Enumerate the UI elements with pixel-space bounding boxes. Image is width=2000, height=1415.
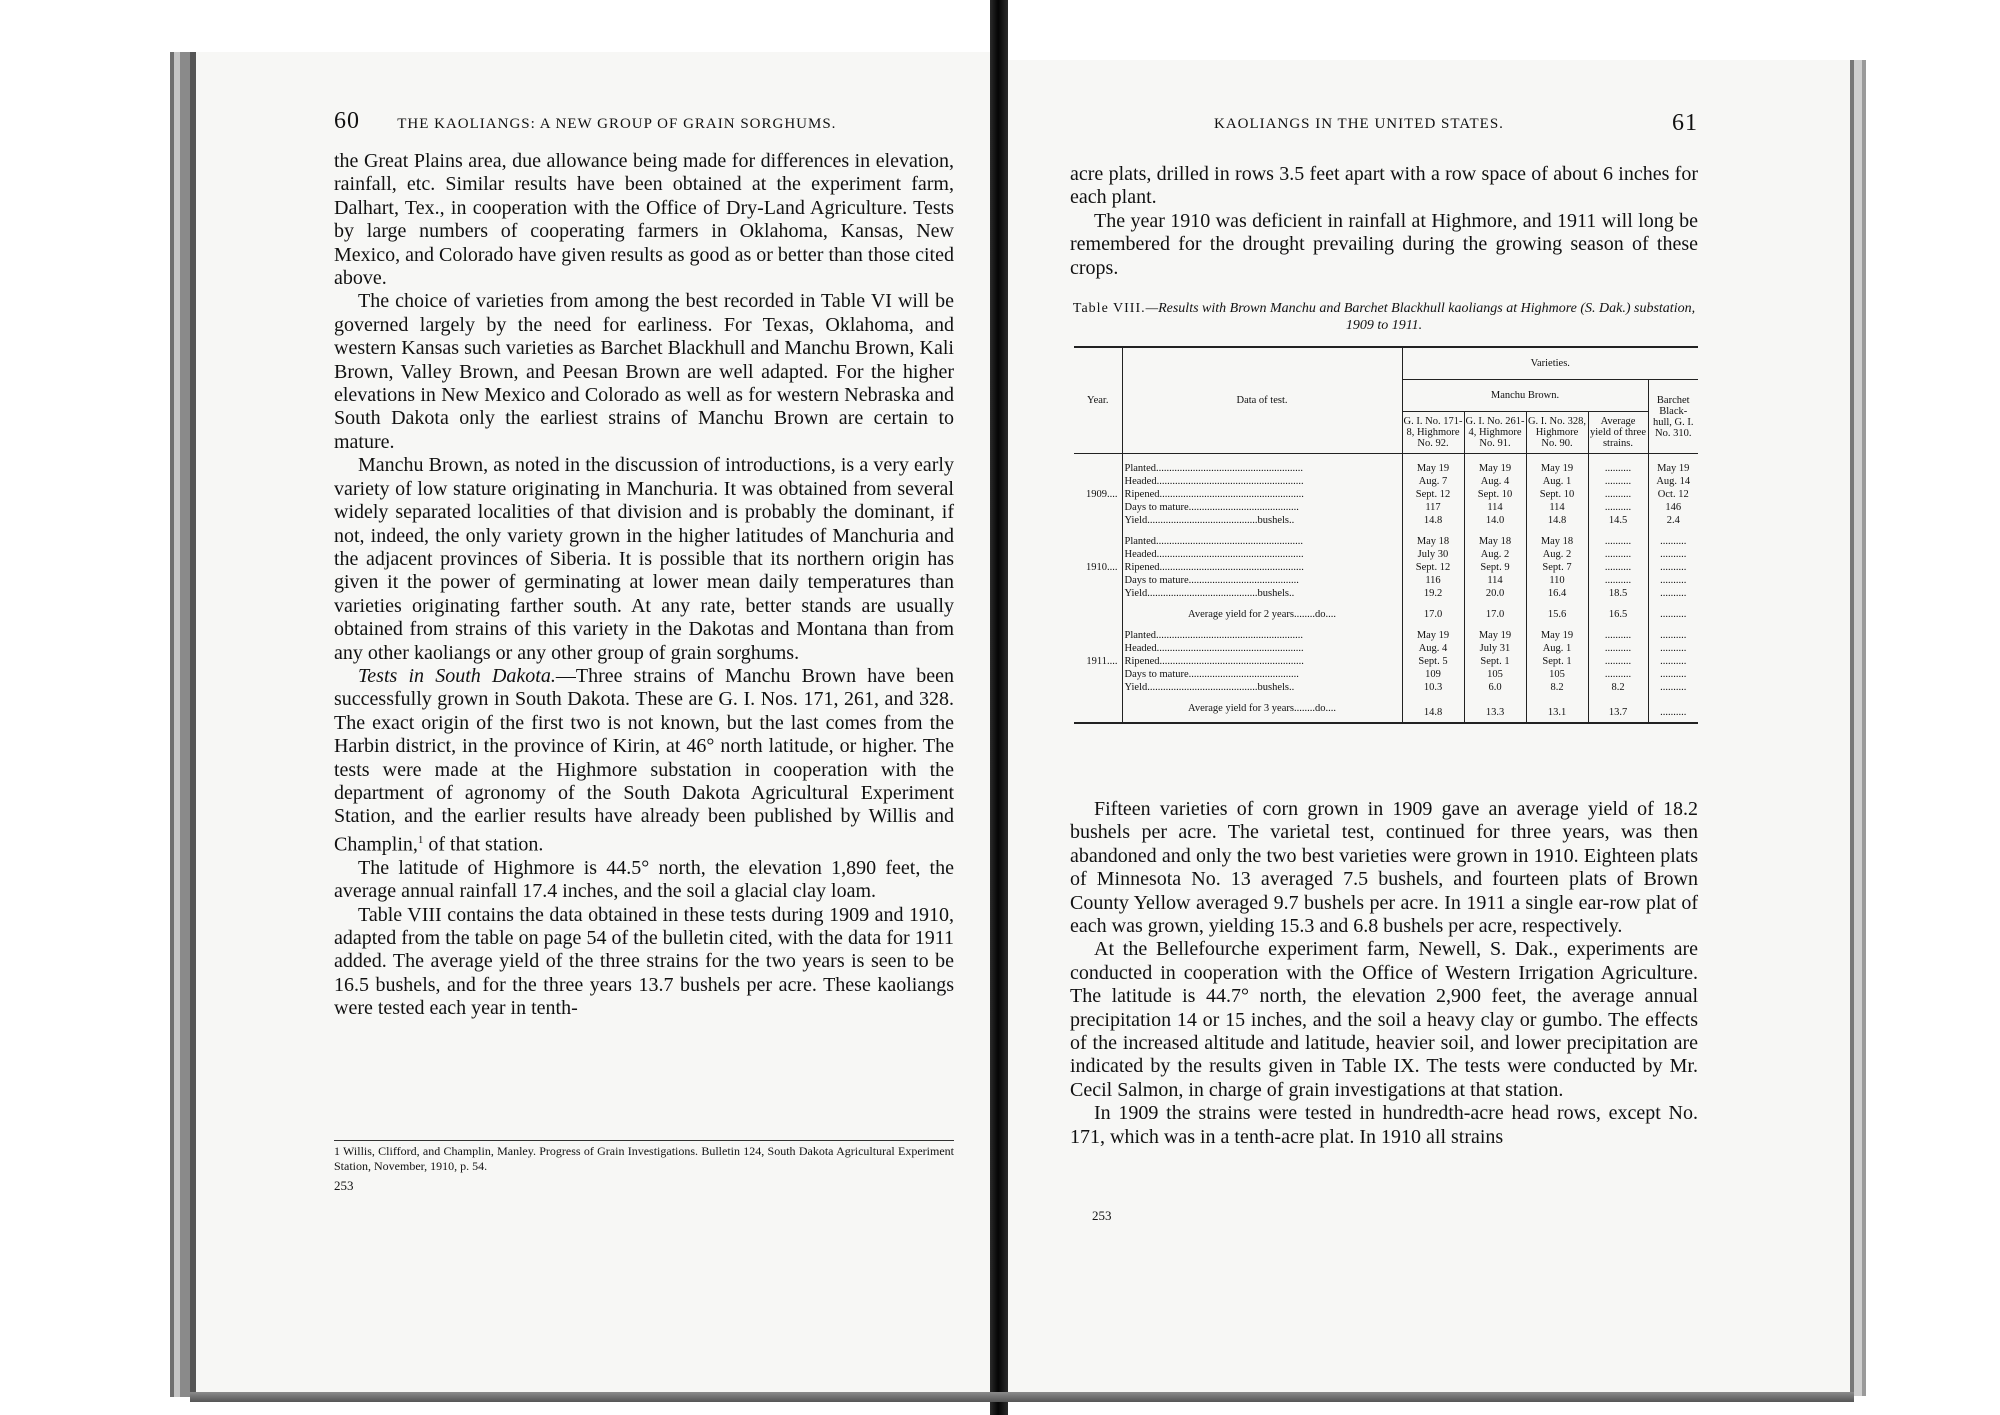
table-row: Yield..........................................bushels.. 10.3 6.0 8.2 8.2 ..........: [1074, 681, 1698, 694]
cell: ..........: [1648, 535, 1698, 548]
cell: May 19: [1526, 629, 1588, 642]
cell: 110: [1526, 574, 1588, 587]
cell: ..........: [1588, 488, 1648, 501]
cell: ..........: [1588, 574, 1648, 587]
cell: Sept. 10: [1526, 488, 1588, 501]
row-label-days: Days to mature: [1124, 669, 1189, 680]
left-footnote: 1 Willis, Clifford, and Champlin, Manley. Progress of Grain Investigations. Bulletin 124, South Dakota Agricultural Experiment Station, November, 1910, p. 54.: [334, 1144, 954, 1173]
cell: 117: [1402, 501, 1464, 514]
cell: ..........: [1588, 655, 1648, 668]
cell: Aug. 7: [1402, 475, 1464, 488]
cell: May 19: [1464, 462, 1526, 475]
right-top-text: [1070, 163, 1698, 280]
cell: ..........: [1588, 535, 1648, 548]
cell: ..........: [1588, 642, 1648, 655]
table-row: 1910.... Planted........................................................ May 18 May 18 May 18 .......... ..........: [1074, 535, 1698, 548]
table-row: Ripened....................................................... Sept. 12 Sept. 9 Sept. 7 .......... ..........: [1074, 561, 1698, 574]
cell: 10.3: [1402, 681, 1464, 694]
table-row: Ripened....................................................... Sept. 12 Sept. 10 Sept. 10 .......... Oct. 12: [1074, 488, 1698, 501]
sd-heading: Tests in South Dakota.: [358, 664, 556, 687]
row-label-yield: Yield: [1124, 515, 1148, 526]
results-table: [1074, 346, 1698, 724]
row-label-yield: Yield: [1124, 588, 1148, 599]
row-label-headed: Headed: [1124, 643, 1157, 654]
header-manchu-brown: Manchu Brown.: [1402, 380, 1648, 412]
cell: ..........: [1588, 548, 1648, 561]
header-varieties: Varieties.: [1402, 347, 1698, 380]
cell: 13.1: [1526, 702, 1588, 723]
header-col-328: G. I. No. 328, Highmore No. 90.: [1526, 412, 1588, 454]
right-paragraph-2: The year 1910 was deficient in rainfall at Highmore, and 1911 will long be remembered for the drought prevailing during the growing season of these crops.: [1070, 209, 1698, 279]
cell: 109: [1402, 668, 1464, 681]
right-paragraph-5: In 1909 the strains were tested in hundredth-acre head rows, except No. 171, which was in a tenth-acre plat. In 1910 all strains: [1070, 1102, 1698, 1148]
right-page-number: 61: [1672, 110, 1698, 136]
cell: 17.0: [1464, 608, 1526, 621]
cell: May 19: [1526, 462, 1588, 475]
cell: ..........: [1588, 475, 1648, 488]
cell: May 19: [1402, 462, 1464, 475]
cell: 13.7: [1588, 702, 1648, 723]
cell: ..........: [1648, 655, 1698, 668]
row-label-planted: Planted: [1124, 463, 1156, 474]
cell: ..........: [1648, 629, 1698, 642]
year-1909: 1909....: [1086, 489, 1118, 500]
header-barchet: Barchet Black-hull, G. I. No. 310.: [1648, 380, 1698, 454]
right-bottom-text: [1070, 798, 1698, 1149]
year-1911: 1911....: [1086, 656, 1118, 667]
cell: July 30: [1402, 548, 1464, 561]
cell: 105: [1464, 668, 1526, 681]
cell: May 19: [1464, 629, 1526, 642]
cell: ..........: [1648, 587, 1698, 600]
cell: ..........: [1648, 668, 1698, 681]
cell: 14.8: [1402, 702, 1464, 723]
cell: ..........: [1648, 702, 1698, 723]
cell: 20.0: [1464, 587, 1526, 600]
row-label-headed: Headed: [1124, 476, 1157, 487]
table-row: 1909.... Planted........................................................ May 19 May 19 May 19 .......... May 19: [1074, 462, 1698, 475]
sd-text: —Three strains of Manchu Brown have been successfully grown in South Dakota. These are G. I. Nos. 171, 261, and 328. The exact origin of the first two is not known, but the last comes from the Harbin district, in the province of Kirin, at 46° north latitude, or higher. The tests were made at the Highmore substation in cooperation with the department of agronomy of the South Dakota Agricultural Experiment Station, and the earlier results have already been published by Willis and Champlin,: [334, 664, 955, 856]
right-paragraph-3: Fifteen varieties of corn grown in 1909 gave an average yield of 18.2 bushels per acre. The varietal test, continued for three years, was then abandoned and only the two best varieties were grown in 1910. Eighteen plats of Minnesota No. 13 averaged 7.5 bushels, and fourteen plats of Brown County Yellow averaged 9.7 bushels per acre. In 1911 a single ear-row plat of each was grown, yielding 15.3 and 6.8 bushels per acre, respectively.: [1070, 798, 1698, 938]
left-paragraph-1: the Great Plains area, due allowance being made for differences in elevation, rainfall, etc. Similar results have been obtained at the experiment farm, Dalhart, Tex., in cooperation with the Office of Dry-Land Agriculture. Tests by large numbers of cooperating farmers in Oklahoma, Kansas, New Mexico, and Colorado have given results as good as or better than those cited above.: [334, 150, 954, 290]
cell: ..........: [1648, 642, 1698, 655]
cell: Sept. 12: [1402, 561, 1464, 574]
cell: ..........: [1588, 561, 1648, 574]
avg3-unit: do: [1314, 703, 1326, 714]
cell: 14.0: [1464, 514, 1526, 527]
row-label-yield: Yield: [1124, 682, 1148, 693]
cell: 16.5: [1588, 608, 1648, 621]
row-label-unit: bushels: [1257, 588, 1289, 599]
cell: July 31: [1464, 642, 1526, 655]
cell: ..........: [1588, 462, 1648, 475]
table-row-average-2-years: Average yield for 2 years........do.... 17.0 17.0 15.6 16.5 ..........: [1074, 608, 1698, 621]
table-row: Ripened....................................................... Sept. 5 Sept. 1 Sept. 1 .......... ..........: [1074, 655, 1698, 668]
cell: Sept. 7: [1526, 561, 1588, 574]
book-gutter: [990, 0, 1008, 1415]
table-row: Yield..........................................bushels.. 19.2 20.0 16.4 18.5 ..........: [1074, 587, 1698, 600]
cell: May 18: [1464, 535, 1526, 548]
cell: Aug. 1: [1526, 642, 1588, 655]
cell: Aug. 4: [1464, 475, 1526, 488]
row-label-unit: bushels: [1257, 682, 1289, 693]
row-label-days: Days to mature: [1124, 502, 1189, 513]
cell: May 19: [1648, 462, 1698, 475]
cell: 2.4: [1648, 514, 1698, 527]
header-data-of-test: Data of test.: [1122, 347, 1402, 454]
cell: 14.5: [1588, 514, 1648, 527]
cell: 16.4: [1526, 587, 1588, 600]
header-col-average: Average yield of three strains.: [1588, 412, 1648, 454]
cell: ..........: [1648, 561, 1698, 574]
left-paragraph-4: [334, 665, 954, 857]
avg3-label: Average yield for 3 years: [1188, 703, 1294, 714]
avg2-unit: do: [1314, 609, 1326, 620]
row-label-headed: Headed: [1124, 549, 1157, 560]
cell: 146: [1648, 501, 1698, 514]
right-page-header: [1214, 110, 1698, 136]
cell: Aug. 14: [1648, 475, 1698, 488]
cell: May 19: [1402, 629, 1464, 642]
table-number: Table VIII.: [1072, 301, 1146, 316]
cell: Aug. 2: [1464, 548, 1526, 561]
left-body-text: [334, 150, 954, 1021]
left-paragraph-2: The choice of varieties from among the best recorded in Table VI will be governed largely by the need for earliness. For Texas, Oklahoma, and western Kansas such varieties as Barchet Blackhull and Manchu Brown, Kali Brown, Valley Brown, and Peesan Brown are well adapted. For the higher elevations in New Mexico and Colorado as well as for western Nebraska and South Dakota only the earliest strains of Manchu Brown are certain to mature.: [334, 290, 954, 453]
right-paragraph-4: At the Bellefourche experiment farm, Newell, S. Dak., experiments are conducted in cooperation with the Office of Western Irrigation Agriculture. The latitude is 44.7° north, the elevation 2,900 feet, the average annual precipitation 14 or 15 inches, and the soil a heavy clay or gumbo. The effects of the increased altitude and latitude, heavier soil, and lower precipitation are indicated by the results given in Table IX. The tests were conducted by Mr. Cecil Salmon, in charge of grain investigations at that station.: [1070, 938, 1698, 1101]
cell: 6.0: [1464, 681, 1526, 694]
left-running-head: THE KAOLIANGS: A NEW GROUP OF GRAIN SORGHUMS.: [397, 116, 837, 132]
table-row: Days to mature.......................................... 116 114 110 .......... ..........: [1074, 574, 1698, 587]
table-row: Headed........................................................ July 30 Aug. 2 Aug. 2 .......... ..........: [1074, 548, 1698, 561]
cell: Aug. 2: [1526, 548, 1588, 561]
cell: 114: [1464, 501, 1526, 514]
header-col-261: G. I. No. 261-4, Highmore No. 91.: [1464, 412, 1526, 454]
page-bottom-edge: [190, 1392, 1854, 1402]
cell: Aug. 1: [1526, 475, 1588, 488]
year-1910: 1910....: [1086, 562, 1118, 573]
row-label-days: Days to mature: [1124, 575, 1189, 586]
cell: Sept. 1: [1526, 655, 1588, 668]
table-row: Days to mature.......................................... 117 114 114 .......... 146: [1074, 501, 1698, 514]
header-year: Year.: [1074, 347, 1122, 454]
cell: 14.8: [1526, 514, 1588, 527]
footnote-rule: [334, 1140, 954, 1141]
table-caption: [1070, 300, 1698, 334]
row-label-planted: Planted: [1124, 536, 1156, 547]
row-label-ripened: Ripened: [1124, 489, 1160, 500]
left-paragraph-6: Table VIII contains the data obtained in these tests during 1909 and 1910, adapted from the table on page 54 of the bulletin cited, with the data for 1911 added. The average yield of the three strains for the two years is seen to be 16.5 bushels, and for the three years 13.7 bushels per acre. These kaoliangs were tested each year in tenth-: [334, 903, 954, 1020]
cell: 8.2: [1588, 681, 1648, 694]
cell: Sept. 1: [1464, 655, 1526, 668]
cell: Sept. 10: [1464, 488, 1526, 501]
row-label-ripened: Ripened: [1124, 656, 1160, 667]
cell: 14.8: [1402, 514, 1464, 527]
cell: ..........: [1648, 608, 1698, 621]
right-signature: 253: [1092, 1208, 1112, 1223]
table-row: Yield..........................................bushels.. 14.8 14.0 14.8 14.5 2.4: [1074, 514, 1698, 527]
cell: 8.2: [1526, 681, 1588, 694]
cell: 17.0: [1402, 608, 1464, 621]
cell: ..........: [1648, 681, 1698, 694]
table-caption-text: —Results with Brown Manchu and Barchet Blackhull kaoliangs at Highmore (S. Dak.) substation, 1909 to 1911.: [1145, 301, 1696, 333]
row-label-planted: Planted: [1124, 630, 1156, 641]
cell: 114: [1464, 574, 1526, 587]
cell: 13.3: [1464, 702, 1526, 723]
row-label-ripened: Ripened: [1124, 562, 1160, 573]
cell: Sept. 12: [1402, 488, 1464, 501]
cell: ..........: [1648, 574, 1698, 587]
avg2-label: Average yield for 2 years: [1188, 609, 1294, 620]
left-signature: 253: [334, 1178, 354, 1193]
cell: Sept. 5: [1402, 655, 1464, 668]
header-col-171: G. I. No. 171-8, Highmore No. 92.: [1402, 412, 1464, 454]
cell: ..........: [1648, 548, 1698, 561]
cell: 114: [1526, 501, 1588, 514]
table-row: Headed........................................................ Aug. 4 July 31 Aug. 1 .......... ..........: [1074, 642, 1698, 655]
right-running-head: KAOLIANGS IN THE UNITED STATES.: [1214, 116, 1504, 132]
cell: 19.2: [1402, 587, 1464, 600]
cell: Oct. 12: [1648, 488, 1698, 501]
left-paragraph-3: Manchu Brown, as noted in the discussion of introductions, is a very early variety of low stature originating in Manchuria. It was obtained from several widely separated localities of that division and is probably the dominant, if not, indeed, the only variety grown in the higher latitudes of Manchuria and the adjacent provinces of Siberia. It is possible that its northern origin has given it the power of germinating at lower mean daily temperatures than varieties originating farther south. At any rate, better stands are usually obtained from strains of this variety in the Dakotas and Montana than from any other kaoliangs or any other group of grain sorghums.: [334, 454, 954, 664]
cell: ..........: [1588, 629, 1648, 642]
cell: Aug. 4: [1402, 642, 1464, 655]
cell: May 18: [1402, 535, 1464, 548]
sd-tail: of that station.: [423, 833, 544, 856]
left-page-header: [334, 108, 836, 135]
cell: ..........: [1588, 668, 1648, 681]
cell: 105: [1526, 668, 1588, 681]
left-page-number: 60: [334, 108, 360, 134]
cell: ..........: [1588, 501, 1648, 514]
table-row: Days to mature.......................................... 109 105 105 .......... ..........: [1074, 668, 1698, 681]
table-row-average-3-years: Average yield for 3 years........do.... 14.8 13.3 13.1 13.7 ..........: [1074, 702, 1698, 723]
cell: 116: [1402, 574, 1464, 587]
right-paragraph-1: acre plats, drilled in rows 3.5 feet apart with a row space of about 6 inches for each plant.: [1070, 163, 1698, 209]
cell: 15.6: [1526, 608, 1588, 621]
cell: Sept. 9: [1464, 561, 1526, 574]
table-row: Headed........................................................ Aug. 7 Aug. 4 Aug. 1 .......... Aug. 14: [1074, 475, 1698, 488]
cell: 18.5: [1588, 587, 1648, 600]
left-paragraph-5: The latitude of Highmore is 44.5° north, the elevation 1,890 feet, the average annual rainfall 17.4 inches, and the soil a glacial clay loam.: [334, 856, 954, 903]
cell: May 18: [1526, 535, 1588, 548]
table-row: 1911.... Planted........................................................ May 19 May 19 May 19 .......... ..........: [1074, 629, 1698, 642]
row-label-unit: bushels: [1257, 515, 1289, 526]
footnote-ref: 1: [417, 833, 424, 846]
